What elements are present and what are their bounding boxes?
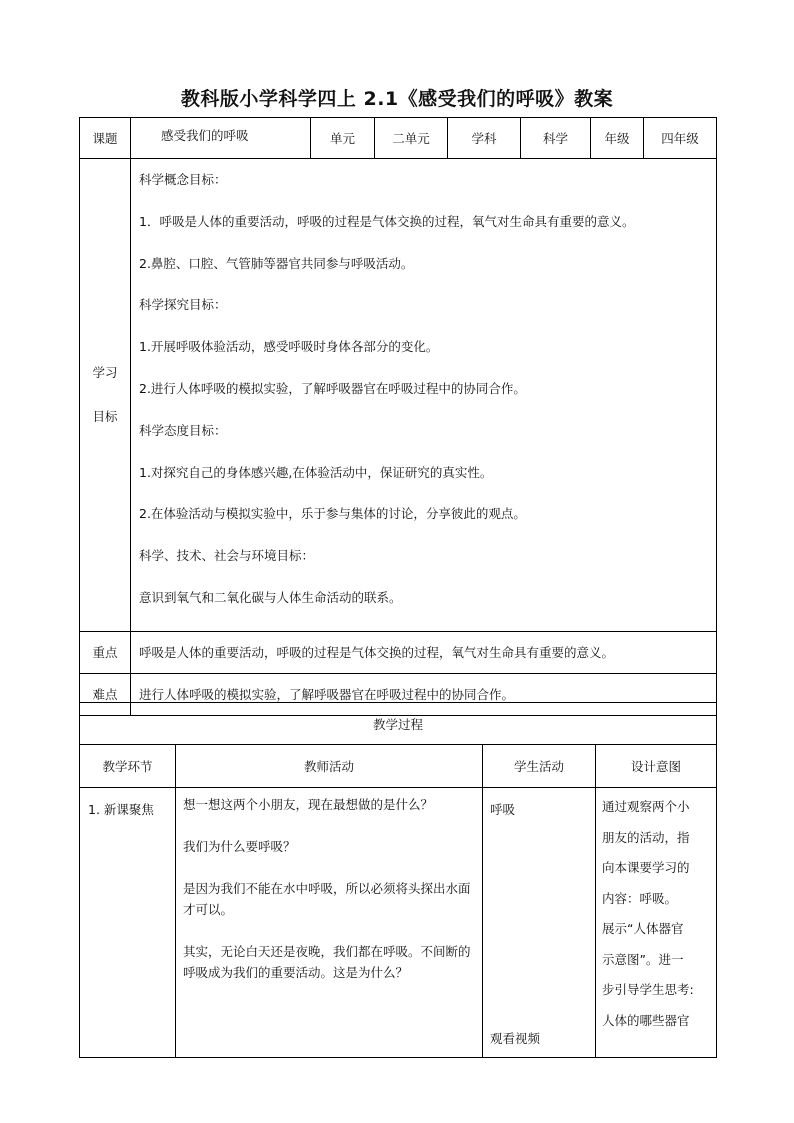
process-title: 教学过程 bbox=[80, 703, 717, 745]
unit-value: 二单元 bbox=[375, 118, 448, 159]
teacher-line: 是因为我们不能在水中呼吸，所以必须将头探出水面才可以。 bbox=[183, 881, 471, 917]
goal-line: 1.对探究自己的身体感兴趣,在体验活动中，保证研究的真实性。 bbox=[139, 464, 493, 480]
header-stage: 教学环节 bbox=[80, 745, 176, 788]
design-line: 向本课要学习的 bbox=[602, 860, 690, 875]
subject-label: 学科 bbox=[448, 118, 521, 159]
design-line: 展示“人体器官 bbox=[602, 921, 684, 936]
design-line: 朋友的活动，指 bbox=[602, 829, 690, 845]
design-line: 内容：呼吸。 bbox=[602, 890, 678, 906]
goal-line: 2.进行人体呼吸的模拟实验，了解呼吸器官在呼吸过程中的协同合作。 bbox=[139, 380, 526, 396]
design-line: 通过观察两个小 bbox=[602, 799, 690, 814]
header-teacher: 教师活动 bbox=[176, 745, 483, 788]
design-line: 步引导学生思考: bbox=[602, 982, 694, 997]
goals-label bbox=[80, 159, 131, 632]
design-intent bbox=[596, 788, 717, 1058]
header-student: 学生活动 bbox=[483, 745, 596, 788]
grade-label: 年级 bbox=[591, 118, 644, 159]
design-line: 示意图”。进一 bbox=[602, 951, 684, 967]
student-activity bbox=[483, 788, 596, 1058]
goals-label-line1: 学习 bbox=[92, 364, 118, 380]
goal-line: 科学态度目标： bbox=[139, 422, 227, 438]
document-title: 教科版小学科学四上 2.1《感受我们的呼吸》教案 bbox=[180, 88, 614, 110]
teacher-activity bbox=[176, 788, 483, 1058]
teacher-line: 想一想这两个小朋友，现在最想做的是什么？ bbox=[183, 797, 434, 812]
goal-line: 2.鼻腔、口腔、气管肺等器官共同参与呼吸活动。 bbox=[139, 255, 414, 271]
goal-line: 科学探究目标： bbox=[139, 297, 227, 313]
teaching-process-table bbox=[79, 702, 717, 1058]
teacher-line: 我们为什么要呼吸？ bbox=[183, 839, 296, 854]
header-design: 设计意图 bbox=[596, 745, 717, 788]
goal-line: 1.开展呼吸体验活动，感受呼吸时身体各部分的变化。 bbox=[139, 339, 439, 355]
difficulty-text: 进行人体呼吸的模拟实验，了解呼吸器官在呼吸过程中的协同合作。 bbox=[131, 673, 717, 715]
student-top: 呼吸 bbox=[490, 802, 516, 817]
topic-value: 感受我们的呼吸 bbox=[131, 118, 311, 159]
design-line: 人体的哪些器官 bbox=[602, 1012, 690, 1028]
student-bottom: 观看视频 bbox=[490, 1031, 541, 1046]
goal-line: 科学、技术、社会与环境目标： bbox=[139, 548, 315, 564]
goal-line: 1．呼吸是人体的重要活动，呼吸的过程是气体交换的过程，氧气对生命具有重要的意义。 bbox=[139, 213, 635, 229]
subject-value: 科学 bbox=[521, 118, 591, 159]
lesson-info-table bbox=[79, 117, 717, 716]
goals-content bbox=[131, 159, 717, 632]
grade-value: 四年级 bbox=[644, 118, 717, 159]
goal-line: 意识到氧气和二氧化碳与人体生命活动的联系。 bbox=[139, 589, 402, 605]
stage-cell: 1. 新课聚焦 bbox=[80, 788, 176, 1058]
unit-label: 单元 bbox=[311, 118, 375, 159]
key-point-text: 呼吸是人体的重要活动，呼吸的过程是气体交换的过程，氧气对生命具有重要的意义。 bbox=[131, 631, 717, 673]
key-point-label: 重点 bbox=[80, 631, 131, 673]
teacher-line: 其实，无论白天还是夜晚，我们都在呼吸。不间断的呼吸成为我们的重要活动。这是为什么？ bbox=[183, 944, 471, 980]
goal-line: 科学概念目标： bbox=[139, 172, 227, 187]
goals-label-line2: 目标 bbox=[92, 408, 118, 424]
topic-label: 课题 bbox=[80, 118, 131, 159]
goal-line: 2.在体验活动与模拟实验中，乐于参与集体的讨论，分享彼此的观点。 bbox=[139, 506, 526, 522]
difficulty-label: 难点 bbox=[80, 673, 131, 715]
